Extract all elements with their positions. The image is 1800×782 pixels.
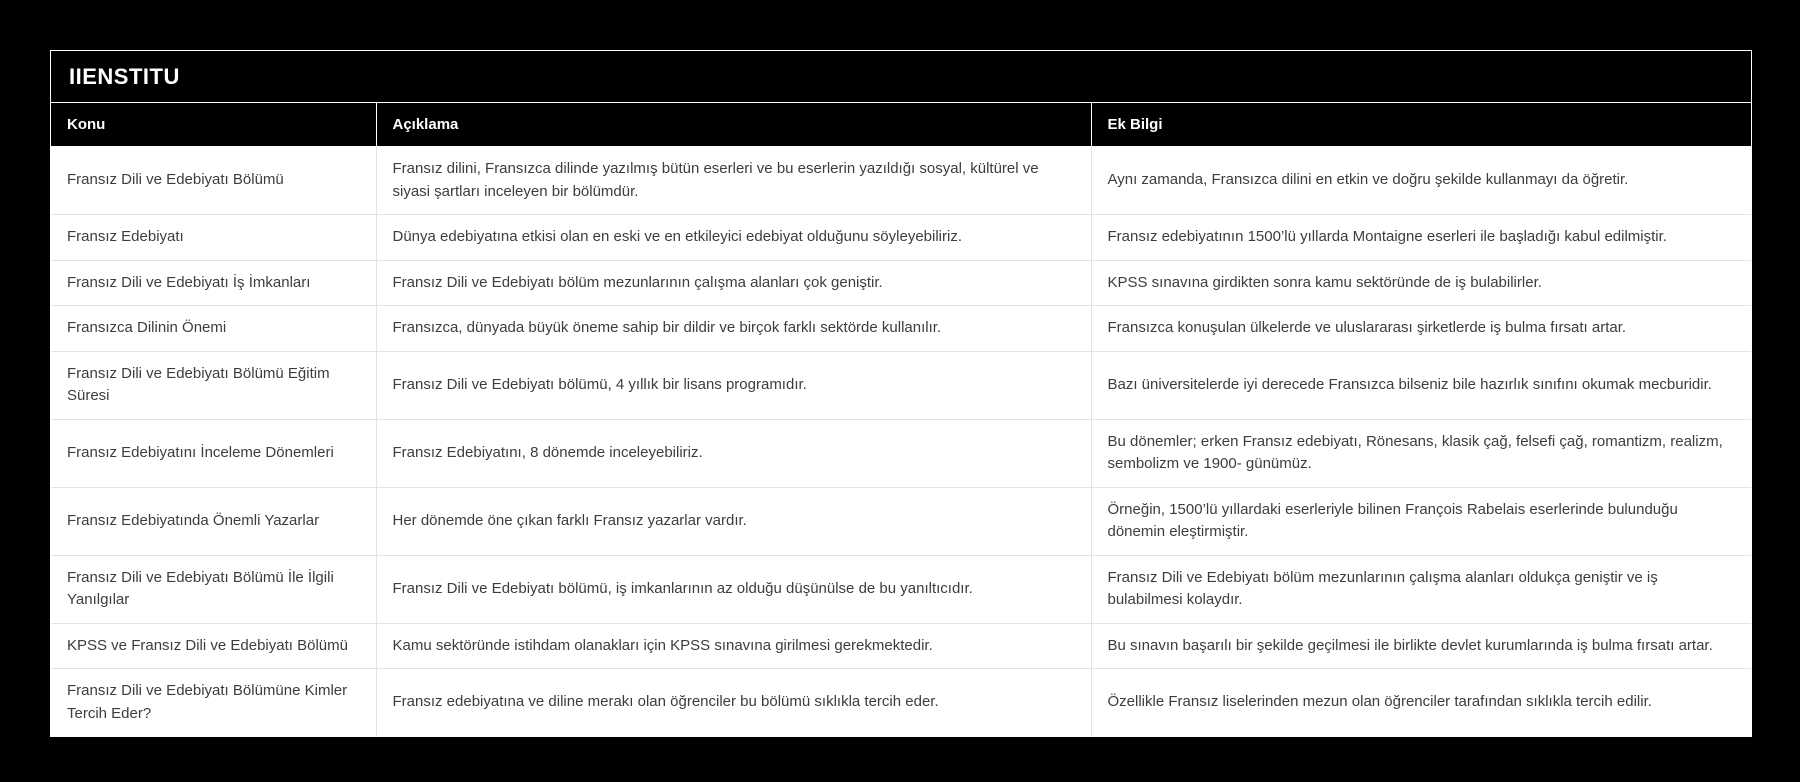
table-row <box>51 555 1751 623</box>
column-header-konu: Konu <box>51 103 376 147</box>
cell-ek-bilgi: Fransız Dili ve Edebiyatı bölüm mezunlarının çalışma alanları oldukça geniştir ve iş bulabilmesi kolaydır. <box>1091 555 1751 623</box>
table-row <box>51 306 1751 352</box>
table-row <box>51 351 1751 419</box>
cell-aciklama: Fransız Edebiyatını, 8 dönemde inceleyebiliriz. <box>376 419 1091 487</box>
cell-ek-bilgi: Aynı zamanda, Fransızca dilini en etkin ve doğru şekilde kullanmayı da öğretir. <box>1091 147 1751 215</box>
column-header-ek-bilgi: Ek Bilgi <box>1091 103 1751 147</box>
table-header <box>51 103 1751 147</box>
cell-ek-bilgi: Fransız edebiyatının 1500’lü yıllarda Montaigne eserleri ile başladığı kabul edilmiştir. <box>1091 215 1751 261</box>
cell-konu: Fransız Dili ve Edebiyatı Bölümü Eğitim Süresi <box>51 351 376 419</box>
cell-aciklama: Fransız Dili ve Edebiyatı bölüm mezunlarının çalışma alanları çok geniştir. <box>376 260 1091 306</box>
table-row <box>51 487 1751 555</box>
cell-aciklama: Her dönemde öne çıkan farklı Fransız yazarlar vardır. <box>376 487 1091 555</box>
header-row <box>51 103 1751 147</box>
table-body <box>51 147 1751 737</box>
cell-konu: Fransız Edebiyatını İnceleme Dönemleri <box>51 419 376 487</box>
cell-aciklama: Fransız dilini, Fransızca dilinde yazılmış bütün eserleri ve bu eserlerin yazıldığı sosyal, kültürel ve siyasi şartları inceleyen bir bölümdür. <box>376 147 1091 215</box>
table-row <box>51 623 1751 669</box>
table-row <box>51 260 1751 306</box>
table-row <box>51 669 1751 737</box>
cell-konu: Fransız Dili ve Edebiyatı Bölümüne Kimler Tercih Eder? <box>51 669 376 737</box>
cell-ek-bilgi: Bu dönemler; erken Fransız edebiyatı, Rönesans, klasik çağ, felsefi çağ, romantizm, realizm, sembolizm ve 1900- günümüz. <box>1091 419 1751 487</box>
cell-konu: Fransız Dili ve Edebiyatı Bölümü İle İlgili Yanılgılar <box>51 555 376 623</box>
cell-konu: KPSS ve Fransız Dili ve Edebiyatı Bölümü <box>51 623 376 669</box>
cell-aciklama: Fransız edebiyatına ve diline merakı olan öğrenciler bu bölümü sıklıkla tercih eder. <box>376 669 1091 737</box>
column-header-aciklama: Açıklama <box>376 103 1091 147</box>
cell-aciklama: Fransızca, dünyada büyük öneme sahip bir dildir ve birçok farklı sektörde kullanılır. <box>376 306 1091 352</box>
info-table <box>51 103 1751 736</box>
cell-konu: Fransızca Dilinin Önemi <box>51 306 376 352</box>
cell-konu: Fransız Edebiyatı <box>51 215 376 261</box>
cell-aciklama: Fransız Dili ve Edebiyatı bölümü, 4 yıllık bir lisans programıdır. <box>376 351 1091 419</box>
cell-aciklama: Fransız Dili ve Edebiyatı bölümü, iş imkanlarının az olduğu düşünülse de bu yanıltıcıdır. <box>376 555 1091 623</box>
cell-ek-bilgi: Bazı üniversitelerde iyi derecede Fransızca bilseniz bile hazırlık sınıfını okumak mecburidir. <box>1091 351 1751 419</box>
cell-ek-bilgi: Örneğin, 1500’lü yıllardaki eserleriyle bilinen François Rabelais eserlerinde bulunduğu dönemin eleştirmiştir. <box>1091 487 1751 555</box>
cell-aciklama: Dünya edebiyatına etkisi olan en eski ve en etkileyici edebiyat olduğunu söyleyebiliriz. <box>376 215 1091 261</box>
cell-konu: Fransız Edebiyatında Önemli Yazarlar <box>51 487 376 555</box>
cell-ek-bilgi: Bu sınavın başarılı bir şekilde geçilmesi ile birlikte devlet kurumlarında iş bulma fırsatı artar. <box>1091 623 1751 669</box>
content-panel <box>50 50 1752 737</box>
cell-konu: Fransız Dili ve Edebiyatı İş İmkanları <box>51 260 376 306</box>
cell-ek-bilgi: Fransızca konuşulan ülkelerde ve uluslararası şirketlerde iş bulma fırsatı artar. <box>1091 306 1751 352</box>
page-title: IIENSTITU <box>51 51 1751 103</box>
cell-konu: Fransız Dili ve Edebiyatı Bölümü <box>51 147 376 215</box>
cell-ek-bilgi: Özellikle Fransız liselerinden mezun olan öğrenciler tarafından sıklıkla tercih edilir. <box>1091 669 1751 737</box>
table-row <box>51 419 1751 487</box>
cell-aciklama: Kamu sektöründe istihdam olanakları için KPSS sınavına girilmesi gerekmektedir. <box>376 623 1091 669</box>
cell-ek-bilgi: KPSS sınavına girdikten sonra kamu sektöründe de iş bulabilirler. <box>1091 260 1751 306</box>
table-row <box>51 215 1751 261</box>
table-row <box>51 147 1751 215</box>
